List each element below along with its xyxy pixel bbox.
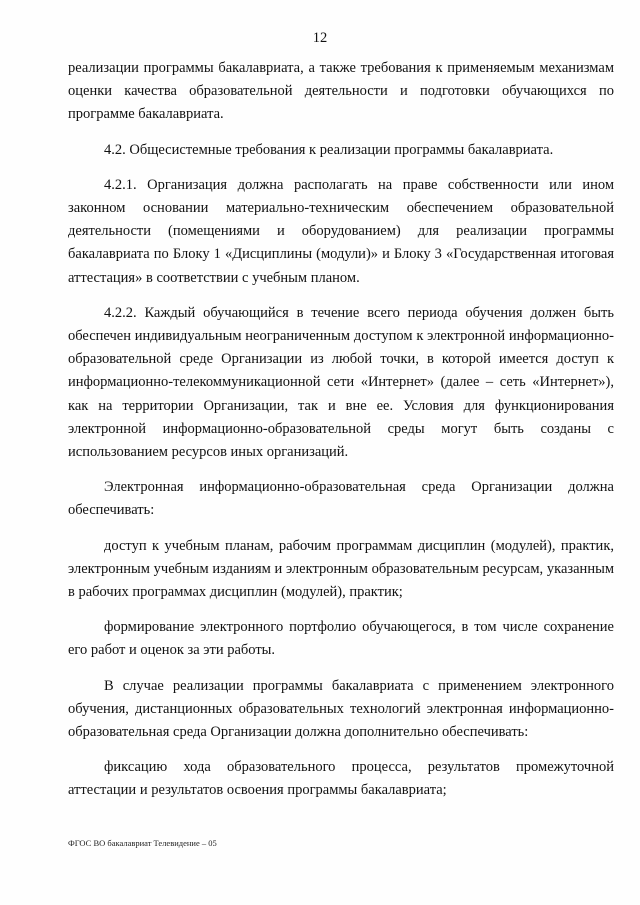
paragraph-eios-intro: Электронная информационно-образовательная среда Организации должна обеспечивать: bbox=[68, 479, 614, 519]
page-number: 12 bbox=[312, 30, 328, 46]
paragraph-distance-learning: В случае реализации программы бакалавриата с применением электронного обучения, дистанционных образовательных технологий электронная информационно-образовательная среда Организации должна дополнительно обеспечивать: bbox=[68, 677, 614, 741]
paragraph-eios-access: доступ к учебным планам, рабочим программам дисциплин (модулей), практик, электронным учебным изданиям и электронным образовательным ресурсам, указанным в рабочих программах дисциплин (модулей), практик; bbox=[68, 537, 614, 601]
paragraph-section-4-2-2: 4.2.2. Каждый обучающийся в течение всего периода обучения должен быть обеспечен индивидуальным неограниченным доступом к электронной информационно-образовательной среде Организации из любой точки, в которой имеется доступ к информационно-телекоммуникационной сети «Интернет» (далее – сеть «Интернет»), как на территории Организации, так и вне ее. Условия для функционирования электронной информационно-образовательной среды могут быть созданы с использованием ресурсов иных организаций. bbox=[68, 304, 614, 461]
footer-standard-code: ФГОС ВО бакалавриат Телевидение – 05 bbox=[68, 838, 217, 848]
paragraph-continuation: реализации программы бакалавриата, а также требования к применяемым механизмам оценки качества образовательной деятельности и подготовки обучающихся по программе бакалавриата. bbox=[68, 60, 614, 123]
document-body bbox=[68, 57, 614, 815]
paragraph-eios-portfolio: формирование электронного портфолио обучающегося, в том числе сохранение его работ и оценок за эти работы. bbox=[68, 619, 614, 659]
paragraph-section-4-2: 4.2. Общесистемные требования к реализации программы бакалавриата. bbox=[104, 141, 554, 158]
paragraph-section-4-2-1: 4.2.1. Организация должна располагать на праве собственности или ином законном основании материально-техническим обеспечением образовательной деятельности (помещениями и оборудованием) для реализации программы бакалавриата по Блоку 1 «Дисциплины (модули)» и Блоку 3 «Государственная итоговая аттестация» в соответствии с учебным планом. bbox=[68, 176, 614, 286]
paragraph-process-recording: фиксацию хода образовательного процесса, результатов промежуточной аттестации и результатов освоения программы бакалавриата; bbox=[68, 759, 614, 799]
